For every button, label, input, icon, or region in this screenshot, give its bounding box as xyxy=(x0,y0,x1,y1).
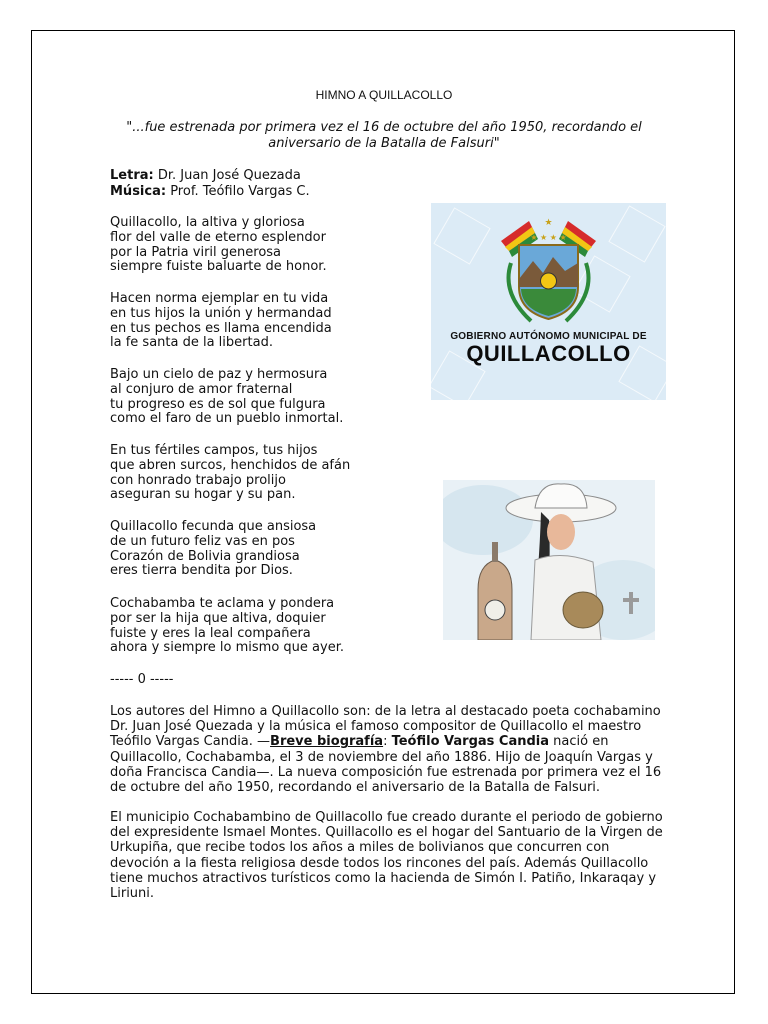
watercolor-illustration xyxy=(443,480,655,640)
svg-text:★ ★ ★ ★: ★ ★ ★ ★ xyxy=(530,233,567,242)
verse-line: fuiste y eres la leal compañera xyxy=(110,625,311,641)
verse-line: por la Patria viril generosa xyxy=(110,244,282,260)
authors-text: Los autores del Himno a Quillacollo son: de la letra al destacado poeta cochabamino Dr. Juan José Quezada y la música el famoso compositor de Quillacollo el maestro Teófilo Vargas Candia. — xyxy=(110,704,661,750)
verse-line: en tus pechos es llama encendida xyxy=(110,320,332,336)
letra-label: Letra: xyxy=(110,168,154,183)
verse-line: siempre fuiste baluarte de honor. xyxy=(110,259,327,275)
verse-line: la fe santa de la libertad. xyxy=(110,335,273,351)
verse-line: en tus hijos la unión y hermandad xyxy=(110,305,332,321)
authors-paragraph xyxy=(110,704,670,795)
logo-caption-small: GOBIERNO AUTÓNOMO MUNICIPAL DE xyxy=(450,331,647,342)
verse-line: tu progreso es de sol que fulgura xyxy=(110,396,326,412)
document-title: HIMNO A QUILLACOLLO xyxy=(315,88,453,102)
stanza-1 xyxy=(110,216,410,275)
verse-line: por ser la hija que altiva, doquier xyxy=(110,610,326,626)
stanza-3 xyxy=(110,368,410,427)
opening-quote: "...fue estrenada por primera vez el 16 de octubre del año 1950, recordando el aniversario de la Batalla de Falsuri" xyxy=(126,120,642,151)
verse-line: flor del valle de eterno esplendor xyxy=(110,229,326,245)
verse-line: eres tierra bendita por Dios. xyxy=(110,563,293,579)
municipality-paragraph: El municipio Cochabambino de Quillacollo fue creado durante el periodo de gobierno del expresidente Ismael Montes. Quillacollo es el hogar del Santuario de la Virgen de Urkupiña, que recibe todos los años a miles de bolivianos que concurren con devoción a la fiesta religiosa desde todos los rincones del país. Además Quillacollo tiene muchos atractivos turísticos como la hacienda de Simón I. Patiño, Inkaraqay y Liriuni. xyxy=(110,810,663,902)
musica-label: Música: xyxy=(110,184,167,199)
stanza-5 xyxy=(110,520,410,579)
stanza-6 xyxy=(110,597,410,656)
verse-line: Cochabamba te aclama y pondera xyxy=(110,596,335,611)
verse-line: como el faro de un pueblo inmortal. xyxy=(110,411,344,427)
biography-colon: : xyxy=(383,734,392,750)
coat-of-arms-icon xyxy=(431,203,666,333)
biography-text: nació en Quillacollo, Cochabamba, el 3 de noviembre del año 1886. Hijo de Joaquín Vargas y doña Francisca Candia—. La nueva composición fue estrenada por primera vez el 16 de octubre del año 1950, recordando el aniversario de la Batalla de Falsuri. xyxy=(110,734,662,796)
verse-line: aseguran su hogar y su pan. xyxy=(110,487,296,503)
verse-line: ahora y siempre lo mismo que ayer. xyxy=(110,640,344,656)
svg-text:★: ★ xyxy=(544,218,553,228)
verse-line: Hacen norma ejemplar en tu vida xyxy=(110,291,329,306)
composer-name: Teófilo Vargas Candia xyxy=(391,734,550,750)
biography-link-label[interactable]: Breve biografía xyxy=(270,734,384,750)
woman-with-hat-illustration-icon xyxy=(443,480,655,640)
verse-line: Bajo un cielo de paz y hermosura xyxy=(110,367,328,382)
musica-value: Prof. Teófilo Vargas C. xyxy=(166,184,310,199)
municipal-logo xyxy=(431,203,666,400)
verse-line: que abren surcos, henchidos de afán xyxy=(110,457,351,473)
verse-line: Quillacollo, la altiva y gloriosa xyxy=(110,215,305,230)
verse-line: al conjuro de amor fraternal xyxy=(110,381,293,397)
stanza-4 xyxy=(110,444,410,503)
verse-line: de un futuro feliz vas en pos xyxy=(110,533,295,549)
biography-link[interactable] xyxy=(270,734,383,749)
verse-line: con honrado trabajo prolijo xyxy=(110,472,286,488)
verse-line: Quillacollo fecunda que ansiosa xyxy=(110,519,317,534)
verse-line: Corazón de Bolivia grandiosa xyxy=(110,548,300,564)
verse-line: En tus fértiles campos, tus hijos xyxy=(110,443,318,458)
letra-value: Dr. Juan José Quezada xyxy=(153,168,301,183)
stanza-2 xyxy=(110,292,410,351)
credits xyxy=(110,168,310,200)
separator: ----- 0 ----- xyxy=(110,672,174,687)
logo-caption-large: QUILLACOLLO xyxy=(466,341,631,366)
